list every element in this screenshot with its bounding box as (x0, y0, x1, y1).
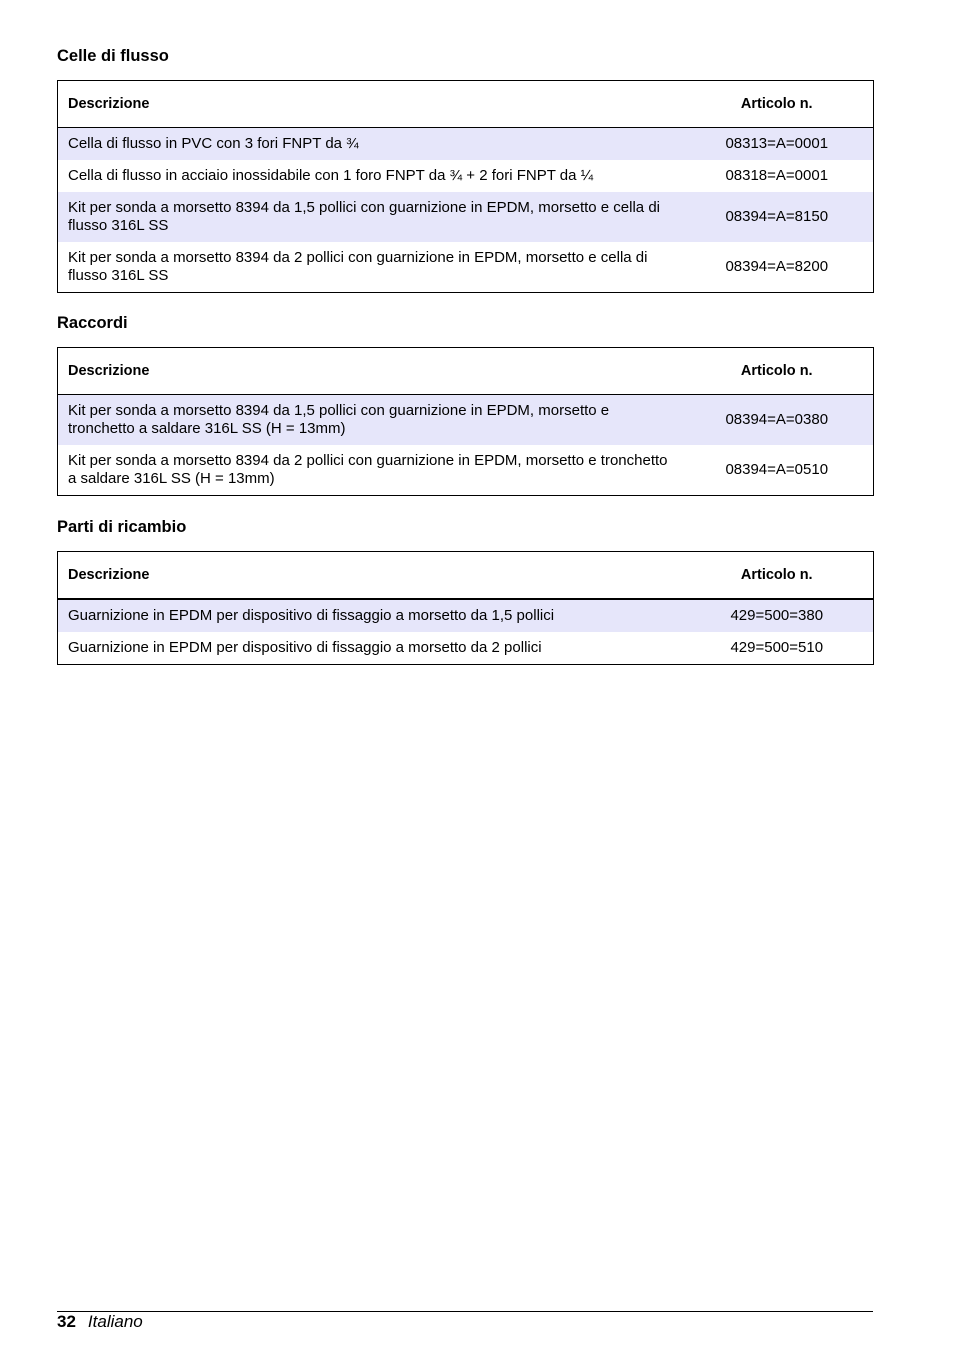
table-row (58, 445, 874, 496)
row-description: Kit per sonda a morsetto 8394 da 2 pollici con guarnizione in EPDM, morsetto e tronchetto a saldare 316L SS (H = 13mm) (68, 452, 668, 487)
row-article-number: 429=500=510 (730, 639, 824, 656)
section-title-parti-di-ricambio: Parti di ricambio (57, 518, 187, 536)
row-description: Cella di flusso in PVC con 3 fori FNPT da ¾ (58, 128, 681, 161)
table-row (58, 395, 874, 446)
table-row (58, 192, 874, 242)
table-header-row (58, 348, 874, 395)
column-header-article: Articolo n. (681, 348, 874, 395)
spare-parts-table (57, 551, 874, 665)
table-row (58, 242, 874, 293)
page-footer (57, 1312, 143, 1332)
row-article-number: 08318=A=0001 (725, 167, 829, 184)
page-number: 32 (57, 1312, 76, 1331)
fittings-table (57, 347, 874, 496)
row-article-number: 08394=A=0380 (681, 395, 874, 446)
table-row (58, 599, 874, 632)
table-row (58, 160, 874, 192)
footer-language: Italiano (87, 1312, 143, 1331)
row-description: Kit per sonda a morsetto 8394 da 1,5 pollici con guarnizione in EPDM, morsetto e cella di flusso 316L SS (58, 192, 681, 242)
row-description: Guarnizione in EPDM per dispositivo di fissaggio a morsetto da 2 pollici (68, 639, 542, 656)
table-header-row (58, 81, 874, 128)
column-header-description: Descrizione (58, 552, 681, 600)
row-article-number: 429=500=380 (681, 599, 874, 632)
row-article-number: 08394=A=8150 (681, 192, 874, 242)
row-description: Guarnizione in EPDM per dispositivo di fissaggio a morsetto da 1,5 pollici (58, 599, 681, 632)
row-description: Cella di flusso in acciaio inossidabile con 1 foro FNPT da ¾ + 2 fori FNPT da ¼ (68, 167, 594, 184)
row-article-number: 08394=A=0510 (725, 461, 829, 478)
row-description: Kit per sonda a morsetto 8394 da 1,5 pollici con guarnizione in EPDM, morsetto e tronchetto a saldare 316L SS (H = 13mm) (58, 395, 681, 446)
table-row (58, 632, 874, 665)
row-article-number: 08313=A=0001 (681, 128, 874, 161)
footer-divider (57, 1311, 873, 1312)
row-article-number: 08394=A=8200 (725, 258, 829, 275)
flow-cells-table (57, 80, 874, 293)
column-header-description: Descrizione (58, 81, 681, 128)
column-header-description: Descrizione (58, 348, 681, 395)
table-header-row (58, 552, 874, 600)
section-title-raccordi: Raccordi (57, 314, 128, 332)
row-description: Kit per sonda a morsetto 8394 da 2 pollici con guarnizione in EPDM, morsetto e cella di flusso 316L SS (68, 249, 648, 284)
table-row (58, 128, 874, 161)
section-title-celle-di-flusso: Celle di flusso (57, 47, 169, 65)
column-header-article: Articolo n. (681, 552, 874, 600)
column-header-article: Articolo n. (681, 81, 874, 128)
